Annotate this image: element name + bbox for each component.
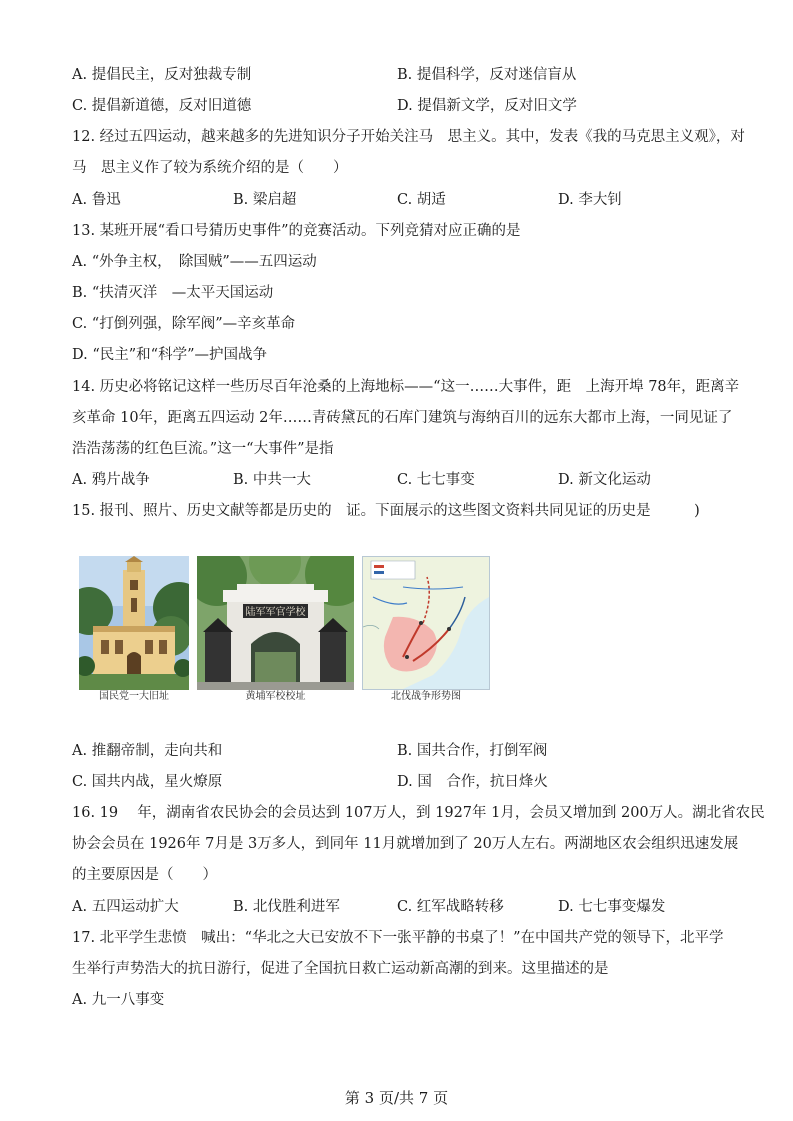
q15-option-c: C. 国共内战，星火燎原 [72, 774, 223, 790]
kmt-congress-site-caption: 国民党一大旧址 [99, 691, 169, 702]
q16-option-a: A. 五四运动扩大 [72, 899, 179, 915]
q11-option-c: C. 提倡新道德，反对旧道德 [72, 98, 252, 114]
q16-stem-line-3: 的主要原因是（ ） [72, 867, 217, 883]
q17-stem-line-2: 生举行声势浩大的抗日游行，促进了全国抗日救亡运动新高潮的到来。这里描述的是 [72, 961, 609, 977]
q17-option-a: A. 九一八事变 [72, 992, 165, 1008]
q15-option-a: A. 推翻帝制，走向共和 [72, 743, 223, 759]
whampoa-academy-caption: 黄埔军校校址 [245, 691, 306, 702]
q12-option-d: D. 李大钊 [558, 192, 622, 208]
q14-stem-line-3: 浩浩荡荡的红色巨流。”这一“大事件”是指 [72, 441, 334, 457]
q16-option-c: C. 红军战略转移 [397, 899, 504, 915]
q15-option-b: B. 国共合作，打倒军阀 [397, 743, 548, 759]
q11-option-a: A. 提倡民主，反对独裁专制 [72, 67, 252, 83]
q13-stem: 13. 某班开展“看口号猜历史事件”的竞赛活动。下列竞猜对应正确的是 [72, 223, 521, 239]
q14-option-d: D. 新文化运动 [558, 472, 651, 488]
q13-option-b: B. “扶清灭洋 —太平天国运动 [72, 285, 274, 301]
q15-option-d: D. 国 合作，抗日烽火 [397, 774, 548, 790]
q13-option-c: C. “打倒列强，除军阀”—辛亥革命 [72, 316, 296, 332]
q14-option-b: B. 中共一大 [233, 472, 311, 488]
q11-option-b: B. 提倡科学，反对迷信盲从 [397, 67, 577, 83]
q16-stem-line-1: 16. 19 年，湖南省农民协会的会员达到 107万人，到 1927年 1月，会员又增加到 200万人。湖北省农民 [72, 805, 765, 821]
q13-option-a: A. “外争主权， 除国贼”——五四运动 [72, 254, 317, 270]
q12-option-b: B. 梁启超 [233, 192, 297, 208]
q15-stem: 15. 报刊、照片、历史文献等都是历史的 证。下面展示的这些图文资料共同见证的历史是 ) [72, 503, 700, 519]
q11-option-d: D. 提倡新文学，反对旧文学 [397, 98, 577, 114]
whampoa-gate-sign-text: 陆军军官学校 [245, 607, 306, 618]
whampoa-academy-gate-photo [197, 556, 354, 690]
q16-option-b: B. 北伐胜利进军 [233, 899, 340, 915]
q14-option-a: A. 鸦片战争 [72, 472, 150, 488]
q14-stem-line-2: 亥革命 10年，距离五四运动 2年……青砖黛瓦的石库门建筑与海纳百川的远东大都市上海，一同见证了 [72, 410, 733, 426]
page-number-footer: 第 3 页/共 7 页 [344, 1089, 449, 1107]
q16-option-d: D. 七七事变爆发 [558, 899, 666, 915]
northern-expedition-map [362, 556, 490, 690]
q17-stem-line-1: 17. 北平学生悲愤 喊出：“华北之大已安放不下一张平静的书桌了！”在中国共产党的领导下，北平学 [72, 930, 724, 946]
q13-option-d: D. “民主”和“科学”—护国战争 [72, 347, 267, 363]
q12-option-c: C. 胡适 [397, 192, 446, 208]
q12-stem-line-1: 12. 经过五四运动，越来越多的先进知识分子开始关注马 思主义。其中，发表《我的马克思主义观》，对 [72, 129, 745, 145]
q16-stem-line-2: 协会会员在 1926年 7月是 3万多人，到同年 11月就增加到了 20万人左右。两湖地区农会组织迅速发展 [72, 836, 739, 852]
q12-option-a: A. 鲁迅 [72, 192, 121, 208]
q14-option-c: C. 七七事变 [397, 472, 475, 488]
northern-expedition-map-caption: 北伐战争形势图 [391, 691, 461, 702]
kmt-congress-site-photo [79, 556, 189, 690]
q12-stem-line-2: 马 思主义作了较为系统介绍的是（ ） [72, 160, 348, 176]
q14-stem-line-1: 14. 历史必将铭记这样一些历尽百年沧桑的上海地标——“这一……大事件，距 上海开埠 78年，距离辛 [72, 379, 740, 395]
